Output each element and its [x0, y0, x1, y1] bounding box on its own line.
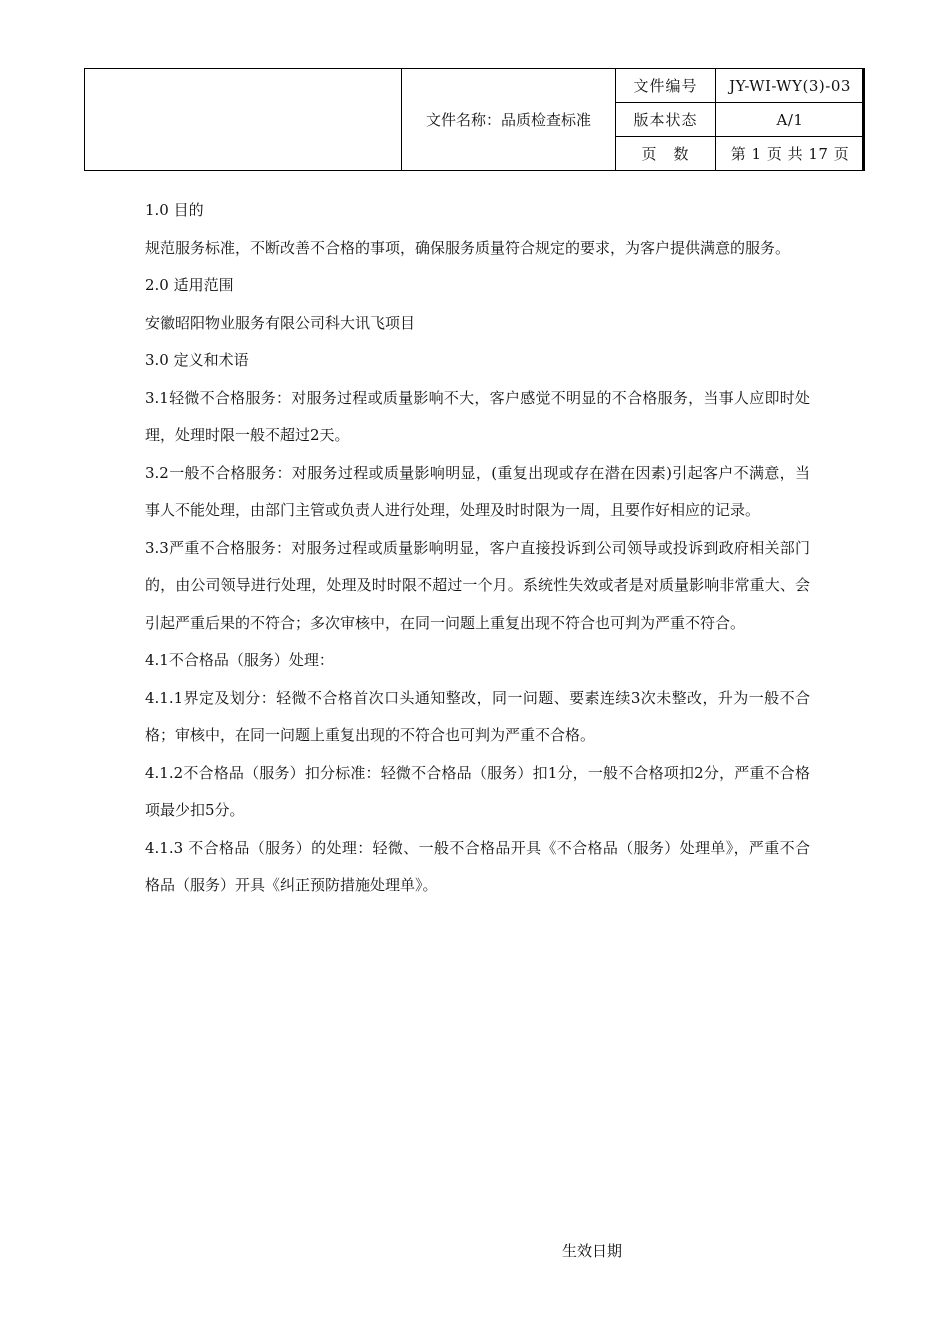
- version-value: A/1: [716, 103, 865, 137]
- logo-cell: [85, 69, 402, 171]
- section-heading-scope: 2.0 适用范围: [145, 276, 234, 294]
- page-count-label: 页 数: [616, 137, 716, 171]
- doc-number-value: JY-WI-WY(3)-03: [716, 69, 865, 103]
- header-row: [85, 69, 865, 103]
- document-name: 文件名称：品质检查标准: [402, 69, 616, 171]
- document-header-table: [84, 68, 865, 171]
- section-heading-purpose: 1.0 目的: [145, 201, 204, 219]
- body-paragraph: 规范服务标准，不断改善不合格的事项，确保服务质量符合规定的要求，为客户提供满意的服务。: [145, 238, 791, 257]
- body-paragraph: 4.1.1界定及划分：轻微不合格首次口头通知整改，同一问题、要素连续3次未整改，升为一般不合格；审核中，在同一问题上重复出现的不符合也可判为严重不合格。: [145, 688, 810, 744]
- header-border-line: [862, 68, 864, 171]
- section-heading-definitions: 3.0 定义和术语: [145, 351, 249, 369]
- version-label: 版本状态: [616, 103, 716, 137]
- document-body: [145, 192, 810, 905]
- body-paragraph: 3.2一般不合格服务：对服务过程或质量影响明显，(重复出现或存在潜在因素)引起客户不满意，当事人不能处理，由部门主管或负责人进行处理，处理及时时限为一周，且要作好相应的记录。: [145, 463, 810, 519]
- body-paragraph: 4.1.3 不合格品（服务）的处理：轻微、一般不合格品开具《不合格品（服务）处理单》，严重不合格品（服务）开具《纠正预防措施处理单》。: [145, 838, 810, 894]
- body-paragraph: 3.1轻微不合格服务：对服务过程或质量影响不大，客户感觉不明显的不合格服务，当事人应即时处理，处理时限一般不超过2天。: [145, 388, 810, 444]
- body-paragraph: 安徽昭阳物业服务有限公司科大讯飞项目: [145, 313, 416, 332]
- body-paragraph: 4.1.2不合格品（服务）扣分标准：轻微不合格品（服务）扣1分，一般不合格项扣2分，严重不合格项最少扣5分。: [145, 763, 810, 819]
- section-heading-nonconforming: 4.1不合格品（服务）处理：: [145, 651, 334, 669]
- page-count-value: 第 1 页 共 17 页: [716, 137, 865, 171]
- doc-number-label: 文件编号: [616, 69, 716, 103]
- body-paragraph: 3.3严重不合格服务：对服务过程或质量影响明显，客户直接投诉到公司领导或投诉到政府相关部门的，由公司领导进行处理，处理及时时限不超过一个月。系统性失效或者是对质量影响非常重大、会引起严重后果的不符合；多次审核中，在同一问题上重复出现不符合也可判为严重不符合。: [145, 538, 810, 632]
- effective-date-label: 生效日期: [562, 1242, 623, 1260]
